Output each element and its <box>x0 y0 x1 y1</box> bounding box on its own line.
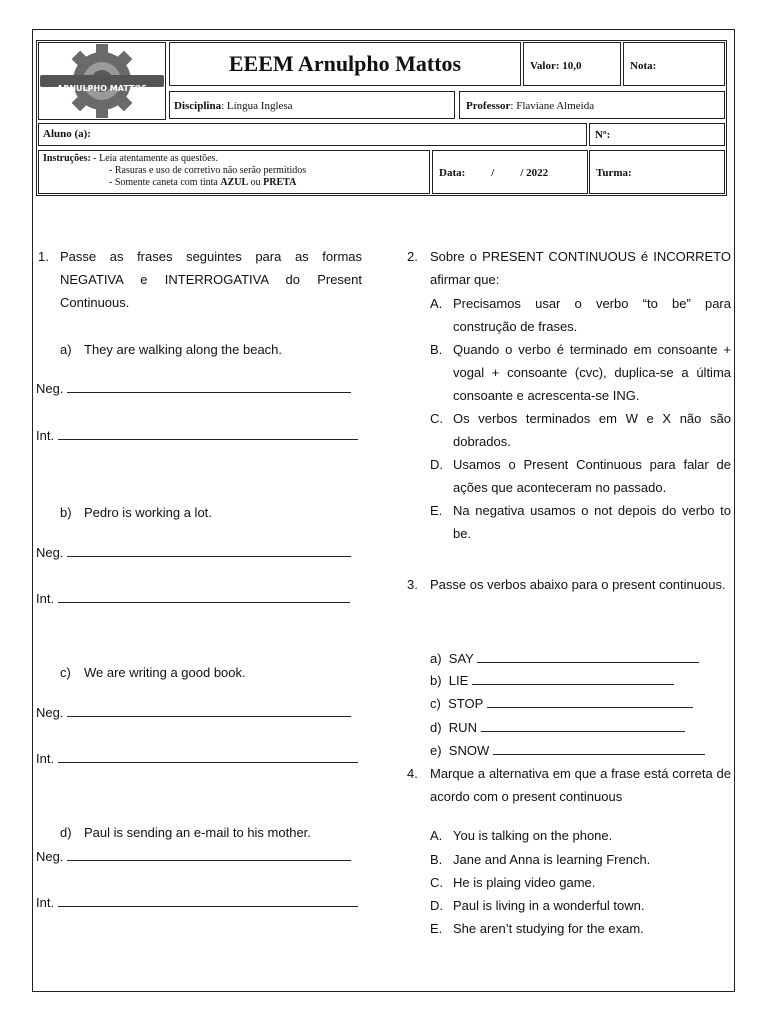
q3-item-d[interactable]: d) RUN <box>430 716 685 739</box>
q3-item-c[interactable]: c) STOP <box>430 692 693 715</box>
q1a-sentence: They are walking along the beach. <box>84 342 283 357</box>
gear-logo-icon <box>39 43 165 119</box>
q1d-int-line[interactable]: Int. <box>36 891 358 914</box>
school-title: EEEM Arnulpho Mattos <box>169 42 521 86</box>
numero-field[interactable]: Nº: <box>589 123 725 146</box>
q1d-sentence: Paul is sending an e-mail to his mother. <box>84 825 311 840</box>
q1b-sentence: Pedro is working a lot. <box>84 505 212 520</box>
disciplina-field: Disciplina: Língua Inglesa <box>169 91 455 119</box>
q4-option-b-letter: B. <box>430 852 443 867</box>
q1c-sentence: We are writing a good book. <box>84 665 246 680</box>
q4-option-e[interactable]: She aren’t studying for the exam. <box>453 921 644 936</box>
q4-option-e-letter: E. <box>430 921 443 936</box>
q1d-letter: d) <box>60 825 72 840</box>
q2-option-d-letter: D. <box>430 457 443 472</box>
q2-option-c[interactable]: Os verbos terminados em W e X não são dobrados. <box>453 411 731 449</box>
q1b-int-line[interactable]: Int. <box>36 587 350 610</box>
instructions: Instruções: - Leia atentamente as questões. - Rasuras e uso de corretivo não serão permitidos - Somente caneta com tinta AZUL ou PRETA <box>38 150 430 194</box>
q3-item-e[interactable]: e) SNOW <box>430 739 705 762</box>
turma-field[interactable]: Turma: <box>589 150 725 194</box>
q1-prompt: Passe as frases seguintes para as formas NEGATIVA e INTERROGATIVA do Present Continuous. <box>60 249 362 310</box>
professor-field: Professor: Flaviane Almeida <box>459 91 725 119</box>
q4-option-d[interactable]: Paul is living in a wonderful town. <box>453 898 645 913</box>
q1d-neg-line[interactable]: Neg. <box>36 845 351 868</box>
q4-option-a[interactable]: You is talking on the phone. <box>453 828 613 843</box>
data-field[interactable]: Data: / / 2022 <box>432 150 588 194</box>
q1-number: 1. <box>38 249 49 264</box>
q3-prompt: Passe os verbos abaixo para o present continuous. <box>430 577 726 592</box>
q4-option-c[interactable]: He is plaing video game. <box>453 875 596 890</box>
q1c-int-line[interactable]: Int. <box>36 747 358 770</box>
q1a-letter: a) <box>60 342 72 357</box>
q1a-int-line[interactable]: Int. <box>36 424 358 447</box>
aluno-field[interactable]: Aluno (a): <box>38 123 587 146</box>
nota-field[interactable]: Nota: <box>623 42 725 86</box>
q2-option-e[interactable]: Na negativa usamos o not depois do verbo to be. <box>453 503 731 541</box>
q2-option-d[interactable]: Usamos o Present Continuous para falar de ações que aconteceram no passado. <box>453 457 731 495</box>
valor-field: Valor: 10,0 <box>523 42 621 86</box>
q3-item-b[interactable]: b) LIE <box>430 669 674 692</box>
q1a-neg-line[interactable]: Neg. <box>36 377 351 400</box>
q1b-neg-line[interactable]: Neg. <box>36 541 351 564</box>
q4-option-b[interactable]: Jane and Anna is learning French. <box>453 852 651 867</box>
q2-prompt: Sobre o PRESENT CONTINUOUS é INCORRETO afirmar que: <box>430 249 731 287</box>
q2-option-a-letter: A. <box>430 296 443 311</box>
q3-number: 3. <box>407 577 418 592</box>
q1b-letter: b) <box>60 505 72 520</box>
q1c-neg-line[interactable]: Neg. <box>36 701 351 724</box>
q2-option-e-letter: E. <box>430 503 443 518</box>
q2-number: 2. <box>407 249 418 264</box>
q4-number: 4. <box>407 766 418 781</box>
q2-option-c-letter: C. <box>430 411 443 426</box>
svg-text:ARNULPHO MATTOS: ARNULPHO MATTOS <box>57 84 147 93</box>
q4-option-d-letter: D. <box>430 898 443 913</box>
q2-option-b[interactable]: Quando o verbo é terminado em consoante + vogal + consoante (cvc), duplica-se a última consoante e acrescenta-se ING. <box>453 342 731 403</box>
q4-option-a-letter: A. <box>430 828 443 843</box>
q4-prompt: Marque a alternativa em que a frase está correta de acordo com o present continuous <box>430 766 731 804</box>
q3-item-a[interactable]: a) SAY <box>430 647 699 670</box>
q2-option-b-letter: B. <box>430 342 443 357</box>
q4-option-c-letter: C. <box>430 875 443 890</box>
q2-option-a[interactable]: Precisamos usar o verbo “to be” para construção de frases. <box>453 296 731 334</box>
school-logo <box>38 42 166 120</box>
q1c-letter: c) <box>60 665 71 680</box>
